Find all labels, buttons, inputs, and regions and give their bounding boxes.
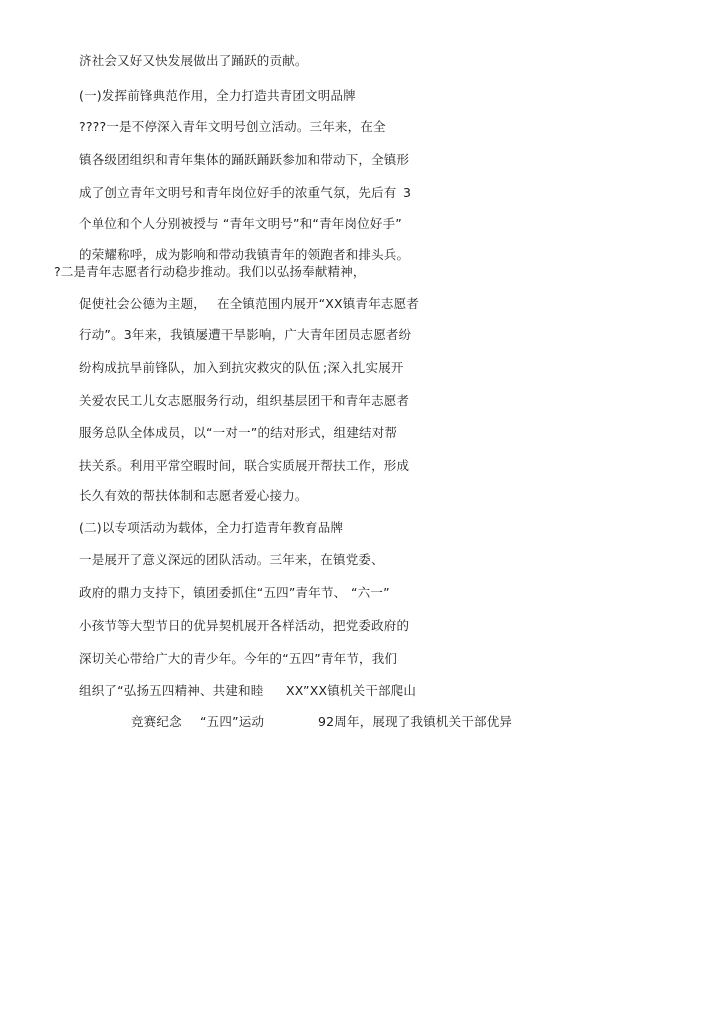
text-line: 镇各级团组织和青年集体的踊跃踊跃参加和带动下，全镇形 [79, 152, 410, 167]
text-line: 扶关系。利用平常空暇时间，联合实质展开帮扶工作，形成 [79, 458, 410, 473]
text-line: 促使社会公德为主题， [79, 296, 207, 311]
text-fragment: 3 [403, 185, 412, 200]
text-line: 行动”。3年来，我镇屡遭干旱影响，广大青年团员志愿者纷 [79, 327, 412, 342]
text-line: 政府的鼎力支持下，镇团委抓住“五四”青年节、 [79, 585, 347, 600]
section-heading: (二)以专项活动为载体，全力打造青年教育品牌 [79, 520, 344, 535]
text-line: ?二是青年志愿者行动稳步推动。我们以弘扬奉献精神， [54, 264, 366, 279]
text-line: 的荣耀称呼，成为影响和带动我镇青年的领跑者和排头兵。 [79, 247, 410, 262]
text-line: 个单位和个人分别被授与 “青年文明号”和“青年岗位好手” [79, 216, 402, 231]
text-fragment: 92周年，展现了我镇机关干部优异 [318, 714, 513, 729]
section-heading: (一)发挥前锋典范作用，全力打造共青团文明品牌 [79, 88, 356, 103]
text-fragment: ;深入扎实展开 [323, 360, 404, 375]
text-line: ????一是不停深入青年文明号创立活动。三年来，在全 [79, 119, 386, 134]
text-line: 长久有效的帮扶体制和志愿者爱心接力。 [79, 488, 308, 503]
text-line: 纷构成抗旱前锋队，加入到抗灾救灾的队伍 [79, 360, 321, 375]
text-line: 组织了“弘扬五四精神、共建和睦 [79, 683, 264, 698]
text-line: 一是展开了意义深远的团队活动。三年来，在镇党委、 [79, 552, 384, 567]
text-fragment: 在全镇范围内展开“XX镇青年志愿者 [217, 296, 420, 311]
text-fragment: 竞赛纪念 [131, 714, 182, 729]
text-line: 济社会又好又快发展做出了踊跃的贡献。 [79, 53, 308, 68]
text-fragment: “六一” [351, 585, 390, 600]
text-line: 关爱农民工儿女志愿服务行动，组织基层团干和青年志愿者 [79, 393, 410, 408]
text-fragment: XX”XX镇机关干部爬山 [286, 683, 417, 698]
text-line: 小孩节等大型节日的优异契机展开各样活动，把党委政府的 [79, 618, 410, 633]
text-line: 深切关心带给广大的青少年。今年的“五四”青年节，我们 [79, 651, 398, 666]
text-line: 服务总队全体成员，以“一对一”的结对形式，组建结对帮 [79, 425, 398, 440]
text-fragment: “五四”运动 [200, 714, 265, 729]
text-line: 成了创立青年文明号和青年岗位好手的浓重气氛，先后有 [79, 185, 397, 200]
